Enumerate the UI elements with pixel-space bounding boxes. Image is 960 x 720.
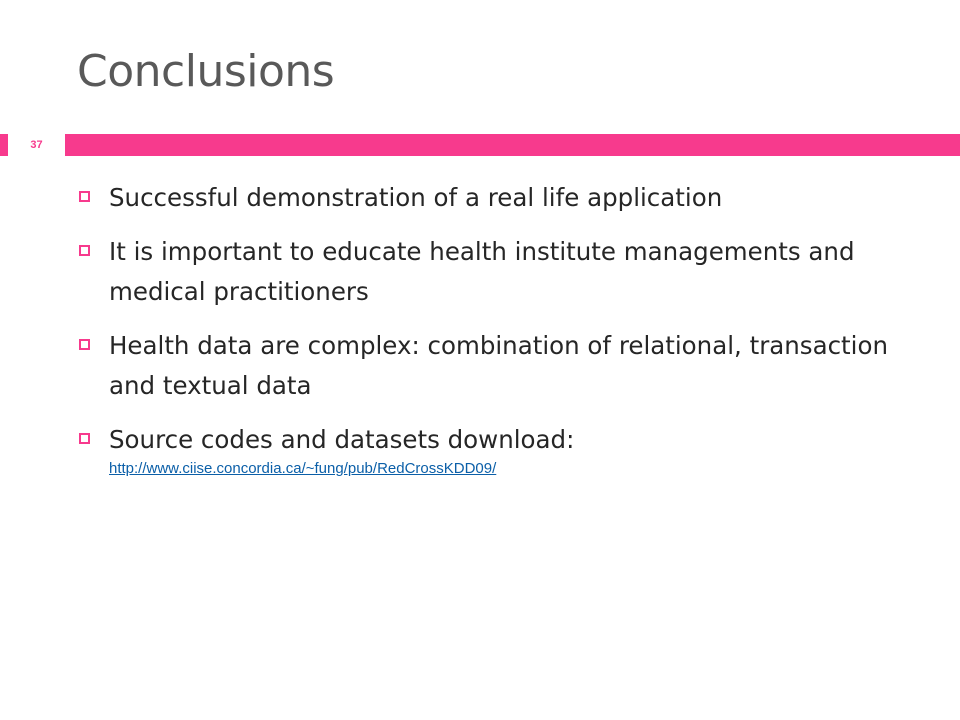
header-bar-right [65, 134, 960, 156]
square-bullet-icon [79, 339, 90, 350]
bullet-item [75, 178, 905, 218]
header-bar-left [0, 134, 8, 156]
bullet-text: Source codes and datasets download: [109, 425, 575, 454]
bullet-text: Health data are complex: combination of relational, transaction and textual data [109, 331, 888, 400]
square-bullet-icon [79, 433, 90, 444]
bullet-item [75, 326, 905, 406]
bullet-list [75, 178, 905, 492]
bullet-item [75, 420, 905, 478]
download-link[interactable]: http://www.ciise.concordia.ca/~fung/pub/RedCrossKDD09/ [109, 460, 497, 477]
bullet-text: It is important to educate health institute managements and medical practitioners [109, 237, 855, 306]
slide-number: 37 [30, 139, 43, 151]
bullet-text: Successful demonstration of a real life application [109, 183, 723, 212]
square-bullet-icon [79, 245, 90, 256]
slide-title: Conclusions [77, 46, 335, 97]
bullet-item [75, 232, 905, 312]
square-bullet-icon [79, 191, 90, 202]
